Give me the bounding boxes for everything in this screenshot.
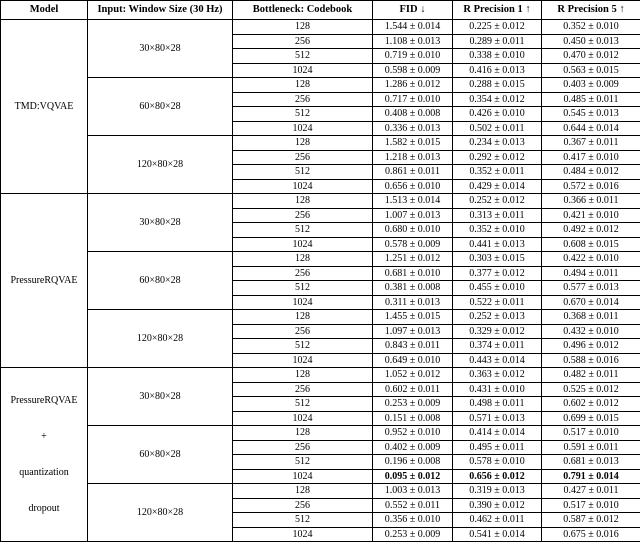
r-precision-1-cell: 0.522 ± 0.011 bbox=[453, 295, 542, 310]
header-r-precision-1: R Precision 1 ↑ bbox=[453, 1, 542, 20]
codebook-cell: 256 bbox=[233, 498, 373, 513]
r-precision-1-cell: 0.416 ± 0.013 bbox=[453, 63, 542, 78]
codebook-cell: 128 bbox=[233, 20, 373, 35]
codebook-cell: 128 bbox=[233, 252, 373, 267]
codebook-cell: 128 bbox=[233, 484, 373, 499]
model-name-line: quantization bbox=[1, 466, 87, 480]
fid-cell: 0.598 ± 0.009 bbox=[373, 63, 453, 78]
r-precision-5-cell: 0.587 ± 0.012 bbox=[542, 513, 640, 528]
r-precision-1-cell: 0.252 ± 0.013 bbox=[453, 310, 542, 325]
fid-cell: 0.311 ± 0.013 bbox=[373, 295, 453, 310]
r-precision-1-cell: 0.338 ± 0.010 bbox=[453, 49, 542, 64]
fid-cell: 0.356 ± 0.010 bbox=[373, 513, 453, 528]
codebook-cell: 512 bbox=[233, 165, 373, 180]
fid-cell: 0.719 ± 0.010 bbox=[373, 49, 453, 64]
codebook-cell: 1024 bbox=[233, 295, 373, 310]
table-row bbox=[1, 136, 640, 151]
codebook-cell: 256 bbox=[233, 208, 373, 223]
fid-cell: 1.582 ± 0.015 bbox=[373, 136, 453, 151]
codebook-cell: 1024 bbox=[233, 411, 373, 426]
header-model: Model bbox=[1, 1, 88, 20]
r-precision-1-cell: 0.495 ± 0.011 bbox=[453, 440, 542, 455]
r-precision-1-cell: 0.443 ± 0.014 bbox=[453, 353, 542, 368]
fid-cell: 1.003 ± 0.013 bbox=[373, 484, 453, 499]
model-name-cell bbox=[1, 194, 88, 368]
r-precision-1-cell: 0.292 ± 0.012 bbox=[453, 150, 542, 165]
r-precision-5-cell: 0.517 ± 0.010 bbox=[542, 498, 640, 513]
r-precision-1-cell: 0.455 ± 0.010 bbox=[453, 281, 542, 296]
r-precision-1-cell: 0.390 ± 0.012 bbox=[453, 498, 542, 513]
r-precision-1-cell: 0.363 ± 0.012 bbox=[453, 368, 542, 383]
fid-cell: 0.602 ± 0.011 bbox=[373, 382, 453, 397]
window-size-cell: 60×80×28 bbox=[88, 252, 233, 310]
r-precision-5-cell: 0.432 ± 0.010 bbox=[542, 324, 640, 339]
model-name-cell bbox=[1, 20, 88, 194]
r-precision-5-cell: 0.588 ± 0.016 bbox=[542, 353, 640, 368]
r-precision-1-cell: 0.354 ± 0.012 bbox=[453, 92, 542, 107]
codebook-cell: 512 bbox=[233, 281, 373, 296]
r-precision-1-cell: 0.656 ± 0.012 bbox=[453, 469, 542, 484]
r-precision-1-cell: 0.462 ± 0.011 bbox=[453, 513, 542, 528]
codebook-cell: 128 bbox=[233, 426, 373, 441]
r-precision-5-cell: 0.517 ± 0.010 bbox=[542, 426, 640, 441]
fid-cell: 1.218 ± 0.013 bbox=[373, 150, 453, 165]
model-name-cell bbox=[1, 368, 88, 542]
fid-cell: 1.108 ± 0.013 bbox=[373, 34, 453, 49]
r-precision-5-cell: 0.366 ± 0.011 bbox=[542, 194, 640, 209]
r-precision-5-cell: 0.485 ± 0.011 bbox=[542, 92, 640, 107]
table-body bbox=[1, 20, 640, 542]
r-precision-5-cell: 0.644 ± 0.014 bbox=[542, 121, 640, 136]
codebook-cell: 512 bbox=[233, 223, 373, 238]
r-precision-1-cell: 0.352 ± 0.010 bbox=[453, 223, 542, 238]
r-precision-5-cell: 0.681 ± 0.013 bbox=[542, 455, 640, 470]
model-name-line: + bbox=[1, 430, 87, 444]
r-precision-1-cell: 0.414 ± 0.014 bbox=[453, 426, 542, 441]
fid-cell: 0.681 ± 0.010 bbox=[373, 266, 453, 281]
r-precision-5-cell: 0.591 ± 0.011 bbox=[542, 440, 640, 455]
fid-cell: 1.455 ± 0.015 bbox=[373, 310, 453, 325]
r-precision-1-cell: 0.431 ± 0.010 bbox=[453, 382, 542, 397]
codebook-cell: 256 bbox=[233, 266, 373, 281]
window-size-cell: 30×80×28 bbox=[88, 194, 233, 252]
table-row bbox=[1, 20, 640, 35]
r-precision-5-cell: 0.563 ± 0.015 bbox=[542, 63, 640, 78]
r-precision-1-cell: 0.319 ± 0.013 bbox=[453, 484, 542, 499]
r-precision-5-cell: 0.417 ± 0.010 bbox=[542, 150, 640, 165]
codebook-cell: 512 bbox=[233, 49, 373, 64]
fid-cell: 1.052 ± 0.012 bbox=[373, 368, 453, 383]
header-row bbox=[1, 1, 640, 20]
fid-cell: 0.196 ± 0.008 bbox=[373, 455, 453, 470]
codebook-cell: 1024 bbox=[233, 469, 373, 484]
fid-cell: 0.843 ± 0.011 bbox=[373, 339, 453, 354]
window-size-cell: 120×80×28 bbox=[88, 310, 233, 368]
r-precision-1-cell: 0.571 ± 0.013 bbox=[453, 411, 542, 426]
codebook-cell: 512 bbox=[233, 513, 373, 528]
r-precision-5-cell: 0.403 ± 0.009 bbox=[542, 78, 640, 93]
r-precision-1-cell: 0.225 ± 0.012 bbox=[453, 20, 542, 35]
table-row bbox=[1, 426, 640, 441]
r-precision-5-cell: 0.421 ± 0.010 bbox=[542, 208, 640, 223]
fid-cell: 1.097 ± 0.013 bbox=[373, 324, 453, 339]
r-precision-1-cell: 0.234 ± 0.013 bbox=[453, 136, 542, 151]
r-precision-1-cell: 0.289 ± 0.011 bbox=[453, 34, 542, 49]
codebook-cell: 128 bbox=[233, 368, 373, 383]
codebook-cell: 256 bbox=[233, 92, 373, 107]
codebook-cell: 1024 bbox=[233, 121, 373, 136]
fid-cell: 0.578 ± 0.009 bbox=[373, 237, 453, 252]
window-size-cell: 30×80×28 bbox=[88, 20, 233, 78]
r-precision-5-cell: 0.791 ± 0.014 bbox=[542, 469, 640, 484]
codebook-cell: 512 bbox=[233, 397, 373, 412]
window-size-cell: 120×80×28 bbox=[88, 484, 233, 542]
fid-cell: 0.408 ± 0.008 bbox=[373, 107, 453, 122]
codebook-cell: 128 bbox=[233, 194, 373, 209]
r-precision-5-cell: 0.422 ± 0.010 bbox=[542, 252, 640, 267]
r-precision-1-cell: 0.426 ± 0.010 bbox=[453, 107, 542, 122]
codebook-cell: 512 bbox=[233, 107, 373, 122]
codebook-cell: 256 bbox=[233, 440, 373, 455]
r-precision-5-cell: 0.699 ± 0.015 bbox=[542, 411, 640, 426]
r-precision-5-cell: 0.670 ± 0.014 bbox=[542, 295, 640, 310]
r-precision-1-cell: 0.377 ± 0.012 bbox=[453, 266, 542, 281]
model-name-line: TMD:VQVAE bbox=[1, 100, 87, 114]
codebook-cell: 256 bbox=[233, 34, 373, 49]
r-precision-1-cell: 0.541 ± 0.014 bbox=[453, 527, 542, 542]
fid-cell: 1.544 ± 0.014 bbox=[373, 20, 453, 35]
r-precision-1-cell: 0.374 ± 0.011 bbox=[453, 339, 542, 354]
fid-cell: 0.402 ± 0.009 bbox=[373, 440, 453, 455]
codebook-cell: 256 bbox=[233, 324, 373, 339]
r-precision-5-cell: 0.602 ± 0.012 bbox=[542, 397, 640, 412]
codebook-cell: 512 bbox=[233, 339, 373, 354]
fid-cell: 1.007 ± 0.013 bbox=[373, 208, 453, 223]
header-codebook: Bottleneck: Codebook bbox=[233, 1, 373, 20]
table-row bbox=[1, 252, 640, 267]
r-precision-5-cell: 0.352 ± 0.010 bbox=[542, 20, 640, 35]
r-precision-5-cell: 0.608 ± 0.015 bbox=[542, 237, 640, 252]
codebook-cell: 256 bbox=[233, 382, 373, 397]
codebook-cell: 1024 bbox=[233, 63, 373, 78]
r-precision-5-cell: 0.368 ± 0.011 bbox=[542, 310, 640, 325]
window-size-cell: 60×80×28 bbox=[88, 426, 233, 484]
header-fid: FID ↓ bbox=[373, 1, 453, 20]
r-precision-1-cell: 0.441 ± 0.013 bbox=[453, 237, 542, 252]
r-precision-1-cell: 0.502 ± 0.011 bbox=[453, 121, 542, 136]
r-precision-1-cell: 0.352 ± 0.011 bbox=[453, 165, 542, 180]
r-precision-5-cell: 0.484 ± 0.012 bbox=[542, 165, 640, 180]
fid-cell: 0.253 ± 0.009 bbox=[373, 527, 453, 542]
fid-cell: 1.251 ± 0.012 bbox=[373, 252, 453, 267]
fid-cell: 0.649 ± 0.010 bbox=[373, 353, 453, 368]
header-window-size: Input: Window Size (30 Hz) bbox=[88, 1, 233, 20]
window-size-cell: 30×80×28 bbox=[88, 368, 233, 426]
codebook-cell: 1024 bbox=[233, 353, 373, 368]
fid-cell: 0.552 ± 0.011 bbox=[373, 498, 453, 513]
model-name-line: dropout bbox=[1, 502, 87, 516]
fid-cell: 1.513 ± 0.014 bbox=[373, 194, 453, 209]
fid-cell: 0.656 ± 0.010 bbox=[373, 179, 453, 194]
fid-cell: 0.861 ± 0.011 bbox=[373, 165, 453, 180]
r-precision-1-cell: 0.429 ± 0.014 bbox=[453, 179, 542, 194]
codebook-cell: 128 bbox=[233, 310, 373, 325]
r-precision-1-cell: 0.578 ± 0.010 bbox=[453, 455, 542, 470]
table-row bbox=[1, 484, 640, 499]
r-precision-1-cell: 0.288 ± 0.015 bbox=[453, 78, 542, 93]
r-precision-1-cell: 0.252 ± 0.012 bbox=[453, 194, 542, 209]
table-row bbox=[1, 78, 640, 93]
model-name-line: PressureRQVAE bbox=[1, 274, 87, 288]
codebook-cell: 256 bbox=[233, 150, 373, 165]
r-precision-1-cell: 0.303 ± 0.015 bbox=[453, 252, 542, 267]
table-row bbox=[1, 194, 640, 209]
r-precision-5-cell: 0.572 ± 0.016 bbox=[542, 179, 640, 194]
header-r-precision-5: R Precision 5 ↑ bbox=[542, 1, 640, 20]
model-name-line: PressureRQVAE bbox=[1, 394, 87, 408]
fid-cell: 0.253 ± 0.009 bbox=[373, 397, 453, 412]
window-size-cell: 60×80×28 bbox=[88, 78, 233, 136]
r-precision-5-cell: 0.496 ± 0.012 bbox=[542, 339, 640, 354]
r-precision-5-cell: 0.525 ± 0.012 bbox=[542, 382, 640, 397]
table-row bbox=[1, 310, 640, 325]
fid-cell: 0.952 ± 0.010 bbox=[373, 426, 453, 441]
codebook-cell: 1024 bbox=[233, 179, 373, 194]
r-precision-1-cell: 0.313 ± 0.011 bbox=[453, 208, 542, 223]
r-precision-5-cell: 0.482 ± 0.011 bbox=[542, 368, 640, 383]
r-precision-5-cell: 0.427 ± 0.011 bbox=[542, 484, 640, 499]
r-precision-5-cell: 0.545 ± 0.013 bbox=[542, 107, 640, 122]
codebook-cell: 128 bbox=[233, 78, 373, 93]
r-precision-1-cell: 0.498 ± 0.011 bbox=[453, 397, 542, 412]
r-precision-5-cell: 0.367 ± 0.011 bbox=[542, 136, 640, 151]
fid-cell: 0.336 ± 0.013 bbox=[373, 121, 453, 136]
r-precision-5-cell: 0.492 ± 0.012 bbox=[542, 223, 640, 238]
r-precision-5-cell: 0.450 ± 0.013 bbox=[542, 34, 640, 49]
r-precision-5-cell: 0.470 ± 0.012 bbox=[542, 49, 640, 64]
r-precision-1-cell: 0.329 ± 0.012 bbox=[453, 324, 542, 339]
fid-cell: 1.286 ± 0.012 bbox=[373, 78, 453, 93]
codebook-cell: 128 bbox=[233, 136, 373, 151]
r-precision-5-cell: 0.675 ± 0.016 bbox=[542, 527, 640, 542]
fid-cell: 0.717 ± 0.010 bbox=[373, 92, 453, 107]
codebook-cell: 1024 bbox=[233, 527, 373, 542]
window-size-cell: 120×80×28 bbox=[88, 136, 233, 194]
fid-cell: 0.095 ± 0.012 bbox=[373, 469, 453, 484]
fid-cell: 0.151 ± 0.008 bbox=[373, 411, 453, 426]
fid-cell: 0.680 ± 0.010 bbox=[373, 223, 453, 238]
r-precision-5-cell: 0.577 ± 0.013 bbox=[542, 281, 640, 296]
table-row bbox=[1, 368, 640, 383]
codebook-cell: 1024 bbox=[233, 237, 373, 252]
codebook-cell: 512 bbox=[233, 455, 373, 470]
fid-cell: 0.381 ± 0.008 bbox=[373, 281, 453, 296]
r-precision-5-cell: 0.494 ± 0.011 bbox=[542, 266, 640, 281]
